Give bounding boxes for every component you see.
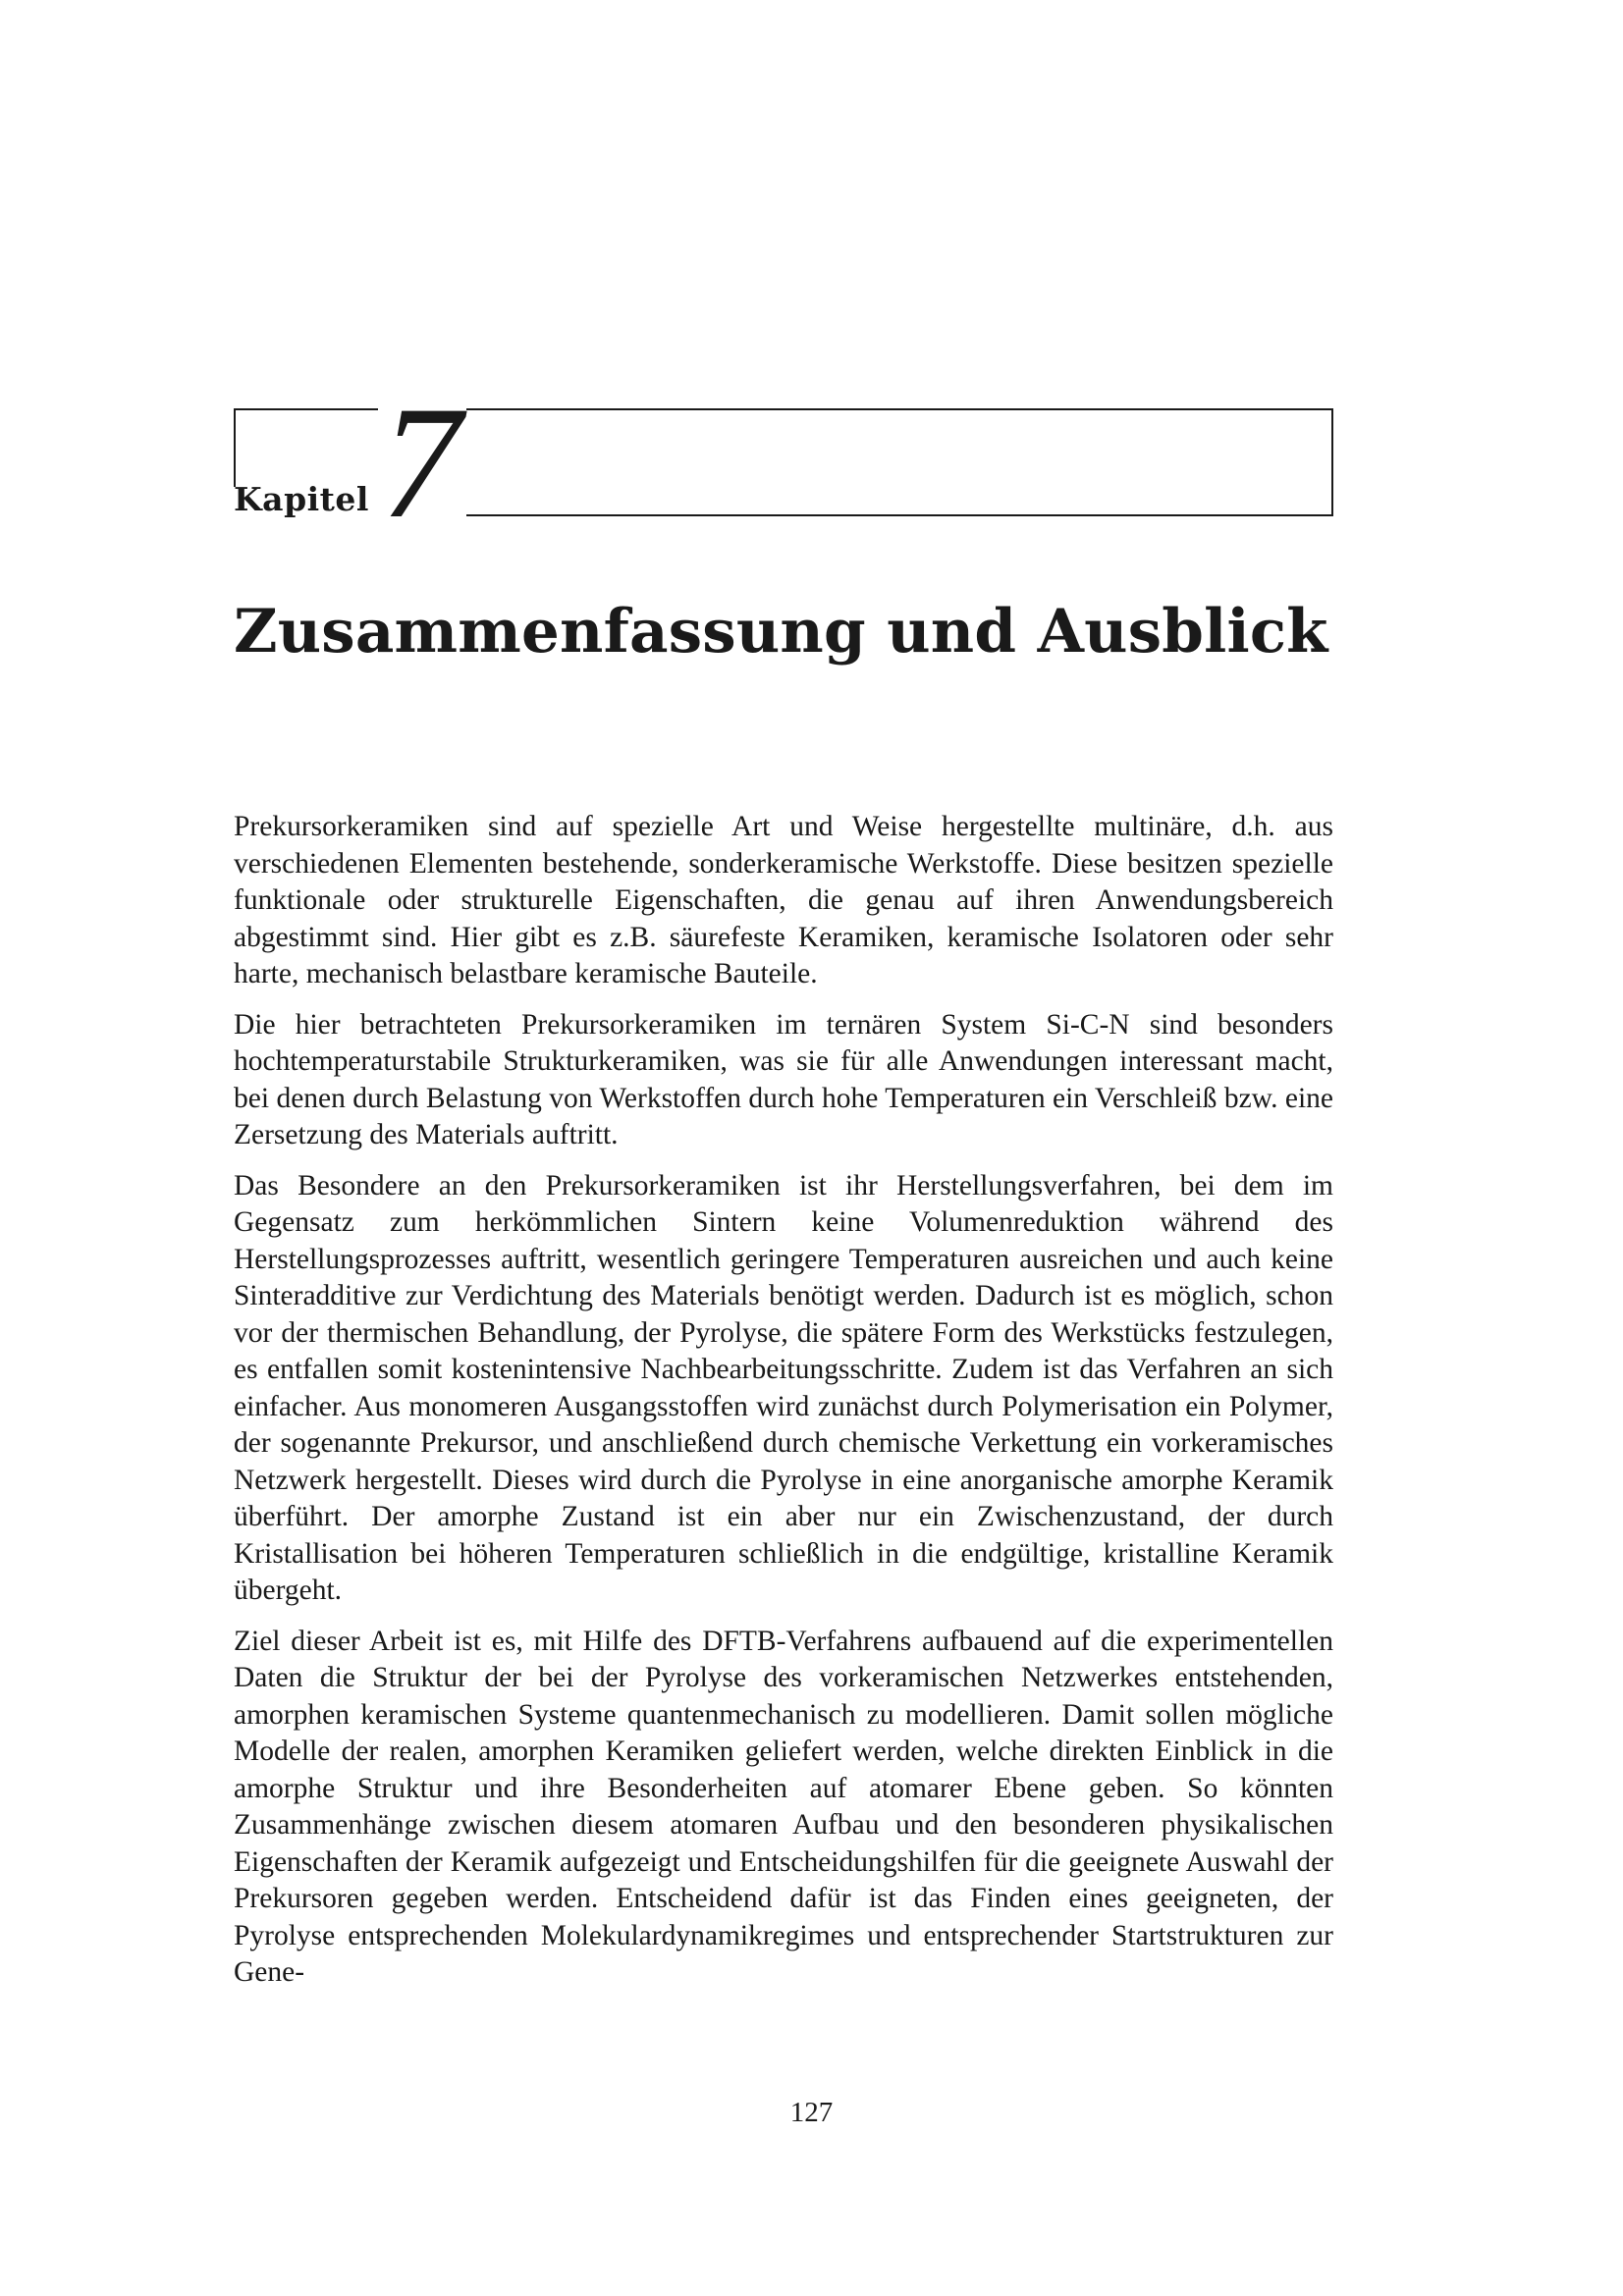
page-number: 127: [789, 2097, 834, 2128]
chapter-heading-frame: [234, 374, 1333, 552]
chapter-label: Kapitel: [234, 480, 369, 518]
body-text: [234, 809, 1333, 2005]
chapter-title: Zusammenfassung und Ausblick: [234, 597, 1328, 667]
frame-top-left-rule: [234, 408, 378, 410]
paragraph-4: Ziel dieser Arbeit ist es, mit Hilfe des DFTB-Verfahrens aufbauend auf die experimentellen Daten die Struktur der bei der Pyrolyse des vorkeramischen Netzwerkes entstehenden, amorphen keramischen Systeme quantenmechanisch zu modellieren. Damit sollen mögliche Modelle der realen, amorphen Keramiken geliefert werden, welche direkten Einblick in die amorphe Struktur und ihre Besonderheiten auf atomarer Ebene geben. So könnten Zusammenhänge zwischen diesem atomaren Aufbau und den besonderen physikalischen Eigenschaften der Keramik aufgezeigt und Entscheidungshilfen für die geeignete Auswahl der Prekursoren gegeben werden. Entscheidend dafür ist das Finden eines geeigneten, der Pyrolyse entsprechenden Molekulardynamikregimes und entsprechender Startstrukturen zur Gene-: [234, 1625, 1333, 1988]
frame-top-right-rule: [466, 408, 1333, 410]
paragraph-1: Prekursorkeramiken sind auf spezielle Art und Weise hergestellte multinäre, d.h. aus verschiedenen Elementen bestehende, sonderkeramische Werkstoffe. Diese besitzen spezielle funktionale oder strukturelle Eigenschaften, die genau auf ihren Anwendungsbereich abgestimmt sind. Hier gibt es z.B. säurefeste Keramiken, keramische Isolatoren oder sehr harte, mechanisch belastbare keramische Bauteile.: [234, 811, 1333, 989]
paragraph-3: Das Besondere an den Prekursorkeramiken ist ihr Herstellungsverfahren, bei dem im Gegensatz zum herkömmlichen Sintern keine Volumenreduktion während des Herstellungsprozesses auftritt, wesentlich geringere Temperaturen ausreichen und auch keine Sinteradditive zur Verdichtung des Materials benötigt werden. Dadurch ist es möglich, schon vor der thermischen Behandlung, der Pyrolyse, die spätere Form des Werkstücks festzulegen, es entfallen somit kostenintensive Nachbearbeitungsschritte. Zudem ist das Verfahren an sich einfacher. Aus monomeren Ausgangsstoffen wird zunächst durch Polymerisation ein Polymer, der sogenannte Prekursor, und anschließend durch chemische Verkettung ein vorkeramisches Netzwerk hergestellt. Dieses wird durch die Pyrolyse in eine anorganische amorphe Keramik überführt. Der amorphe Zustand ist ein aber nur ein Zwischenzustand, der durch Kristallisation bei höheren Temperaturen schließlich in die endgültige, kristalline Keramik übergeht.: [234, 1169, 1333, 1606]
frame-bottom-rule: [466, 514, 1333, 516]
paragraph-2: Die hier betrachteten Prekursorkeramiken im ternären System Si-C-N sind besonders hochtemperaturstabile Strukturkeramiken, was sie für alle Anwendungen interessant macht, bei denen durch Belastung von Werkstoffen durch hohe Temperaturen ein Verschleiß bzw. eine Zersetzung des Materials auftritt.: [234, 1008, 1333, 1150]
frame-right-rule: [1331, 408, 1333, 516]
frame-left-rule: [234, 408, 236, 487]
chapter-number: 7: [381, 374, 461, 552]
